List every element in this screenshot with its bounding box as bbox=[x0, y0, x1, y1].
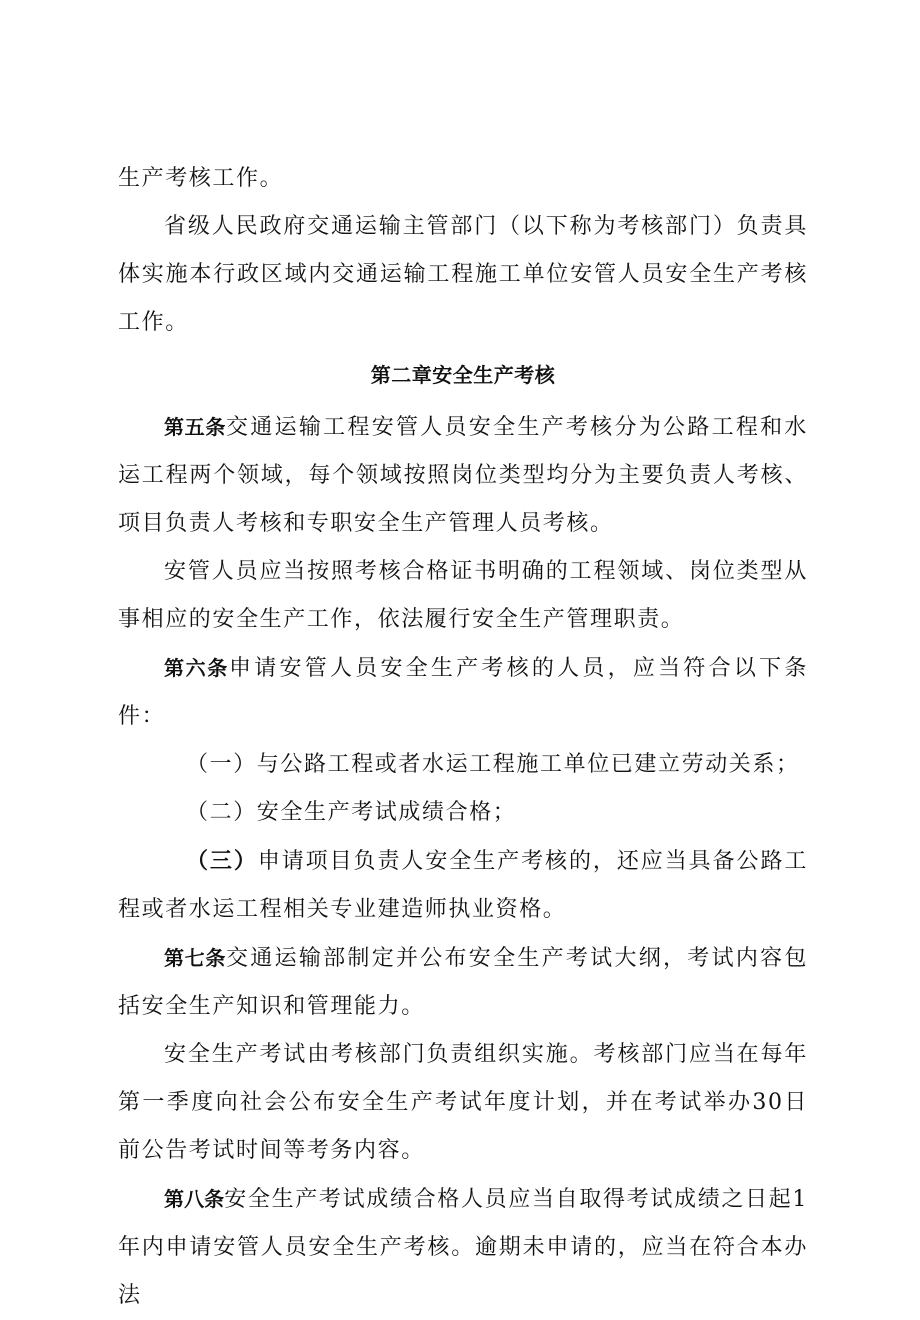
article-6-item-3 bbox=[118, 837, 808, 934]
article-6-item-2: （二）安全生产考试成绩合格； bbox=[186, 800, 517, 825]
article-6-item-3-text: 申请项目负责人安全生产考核的，还应当具备公路工程或者水运工程相关专业建造师执业资格。 bbox=[118, 849, 808, 922]
document-page bbox=[118, 155, 808, 1320]
article-6-item-1: （一）与公路工程或者水运工程施工单位已建立劳动关系； bbox=[186, 752, 800, 777]
article-5-paragraph-2: 安管人员应当按照考核合格证书明确的工程领域、岗位类型从事相应的安全生产工作，依法履行安全生产管理职责。 bbox=[118, 559, 808, 632]
article-7-text: 交通运输部制定并公布安全生产考试大纲，考试内容包括安全生产知识和管理能力。 bbox=[118, 946, 808, 1019]
article-5-text: 交通运输工程安管人员安全生产考核分为公路工程和水运工程两个领域，每个领域按照岗位类型均分为主要负责人考核、项目负责人考核和专职安全生产管理人员考核。 bbox=[118, 415, 808, 536]
article-6-item-3-label: （三） bbox=[186, 848, 258, 874]
article-8-text: 安全生产考试成绩合格人员应当自取得考试成绩之日起1年内申请安管人员安全生产考核。逾期未申请的，应当在符合本办法 bbox=[118, 1187, 809, 1308]
article-7-paragraph-2: 安全生产考试由考核部门负责组织实施。考核部门应当在每年第一季度向社会公布安全生产考试年度计划，并在考试举办30日前公告考试时间等考务内容。 bbox=[118, 1042, 808, 1163]
paragraph-assessment-department: 省级人民政府交通运输主管部门（以下称为考核部门）负责具体实施本行政区域内交通运输工程施工单位安管人员安全生产考核工作。 bbox=[118, 214, 808, 335]
article-5-label: 第五条 bbox=[164, 415, 227, 439]
paragraph-continuation: 生产考核工作。 bbox=[118, 166, 284, 191]
article-6-label: 第六条 bbox=[164, 656, 229, 680]
chapter-title: 第二章安全生产考核 bbox=[370, 363, 556, 387]
article-5 bbox=[118, 403, 808, 548]
article-8 bbox=[118, 1175, 808, 1320]
article-6 bbox=[118, 644, 808, 741]
article-8-label: 第八条 bbox=[164, 1187, 225, 1211]
article-7 bbox=[118, 934, 808, 1031]
article-7-label: 第七条 bbox=[164, 946, 227, 970]
article-6-text: 申请安管人员安全生产考核的人员，应当符合以下条件： bbox=[118, 656, 808, 729]
